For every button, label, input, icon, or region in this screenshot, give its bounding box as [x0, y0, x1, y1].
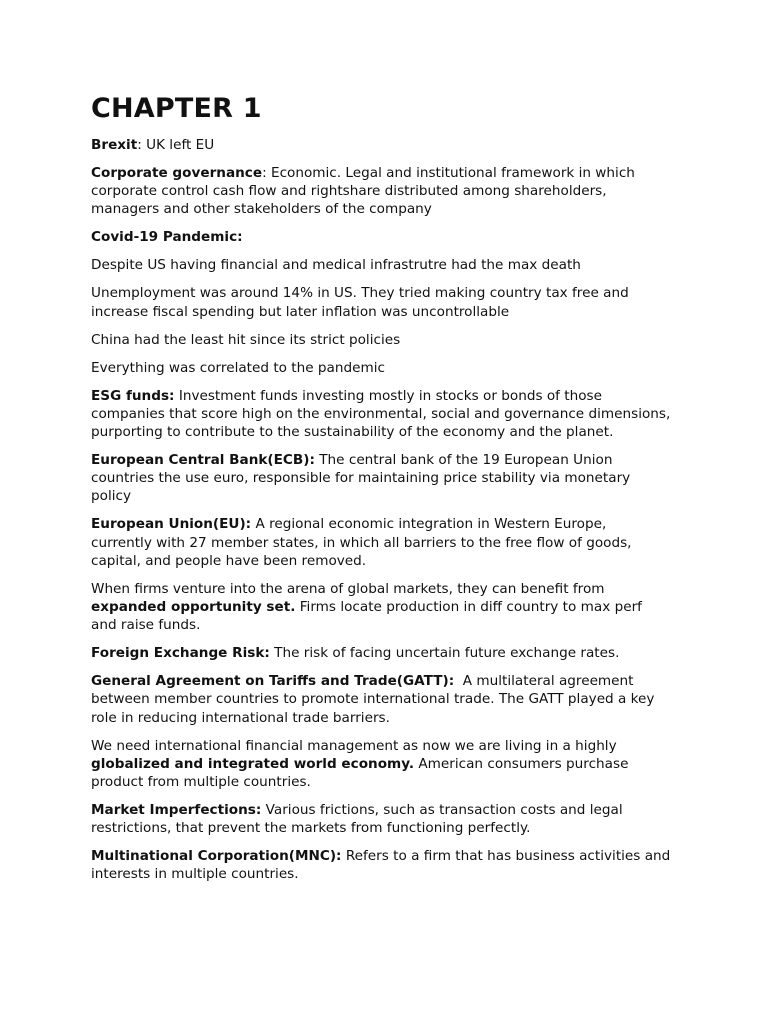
term: Foreign Exchange Risk: [91, 645, 270, 662]
body-text: Unemployment was around 14% in US. They tried making country tax free and increase fiscal spending but later inflation was uncontrollable [91, 285, 629, 320]
definition: : UK left EU [137, 137, 215, 153]
definition: A regional economic integration in Western Europe, currently with 27 member states, in which all barriers to the free flow of goods, capital, and people have been removed. [91, 516, 632, 569]
paragraph-corporate-governance [91, 164, 671, 219]
definition: : Economic. Legal and institutional framework in which corporate control cash flow and rightshare distributed among shareholders, managers and other stakeholders of the company [91, 165, 635, 218]
paragraph-eu [91, 515, 671, 570]
body-text: Firms locate production in diff country to max perf and raise funds. [91, 599, 642, 634]
definition: The central bank of the 19 European Union countries the use euro, responsible for maintaining price stability via monetary policy [91, 452, 631, 505]
term: Multinational Corporation(MNC): [91, 848, 342, 865]
paragraph-covid-heading [91, 228, 671, 246]
paragraph-mnc [91, 847, 671, 883]
body-text: American consumers purchase product from multiple countries. [91, 755, 629, 791]
paragraph-covid-china [91, 331, 671, 349]
paragraph-expanded-opportunity [91, 580, 671, 635]
paragraph-fx-risk [91, 644, 671, 662]
term: ESG funds: [91, 387, 175, 404]
paragraph-esg-funds [91, 387, 671, 442]
term: European Central Bank(ECB): [91, 452, 315, 469]
definition: Refers to a firm that has business activities and interests in multiple countries. [91, 848, 671, 883]
term: Covid-19 Pandemic: [91, 229, 243, 246]
term: Brexit [91, 137, 138, 153]
paragraph-market-imperfections [91, 801, 671, 837]
paragraph-ecb [91, 451, 671, 506]
term: expanded opportunity set. [91, 599, 296, 616]
term: globalized and integrated world economy. [91, 755, 415, 772]
body-text: When firms venture into the arena of global markets, they can benefit from [91, 580, 605, 597]
paragraph-globalized-economy [91, 737, 671, 792]
body-text: We need international financial management as now we are living in a highly [91, 737, 617, 754]
body-text: Everything was correlated to the pandemic [91, 359, 385, 376]
term: Corporate governance [91, 165, 263, 181]
paragraph-gatt [91, 672, 671, 727]
paragraph-covid-us-deaths [91, 256, 671, 274]
paragraph-covid-unemployment [91, 284, 671, 320]
definition: A multilateral agreement between member countries to promote international trade. The GATT played a key role in reducing international trade barriers. [91, 673, 659, 726]
document-page [91, 92, 671, 893]
paragraph-brexit [91, 136, 671, 154]
term: Market Imperfections: [91, 802, 262, 819]
body-text: Despite US having financial and medical infrastrutre had the max death [91, 257, 581, 274]
body-text: China had the least hit since its strict policies [91, 331, 401, 348]
term: General Agreement on Tariffs and Trade(GATT): [91, 673, 455, 690]
chapter-title: CHAPTER 1 [91, 93, 262, 124]
definition: Various frictions, such as transaction costs and legal restrictions, that prevent the markets from functioning perfectly. [91, 802, 623, 837]
definition: Investment funds investing mostly in stocks or bonds of those companies that score high on the environmental, social and governance dimensions, purporting to contribute to the sustainability of the economy and the planet. [91, 387, 671, 441]
definition: The risk of facing uncertain future exchange rates. [269, 645, 620, 662]
term: European Union(EU): [91, 516, 252, 533]
paragraph-covid-correlated [91, 359, 671, 377]
